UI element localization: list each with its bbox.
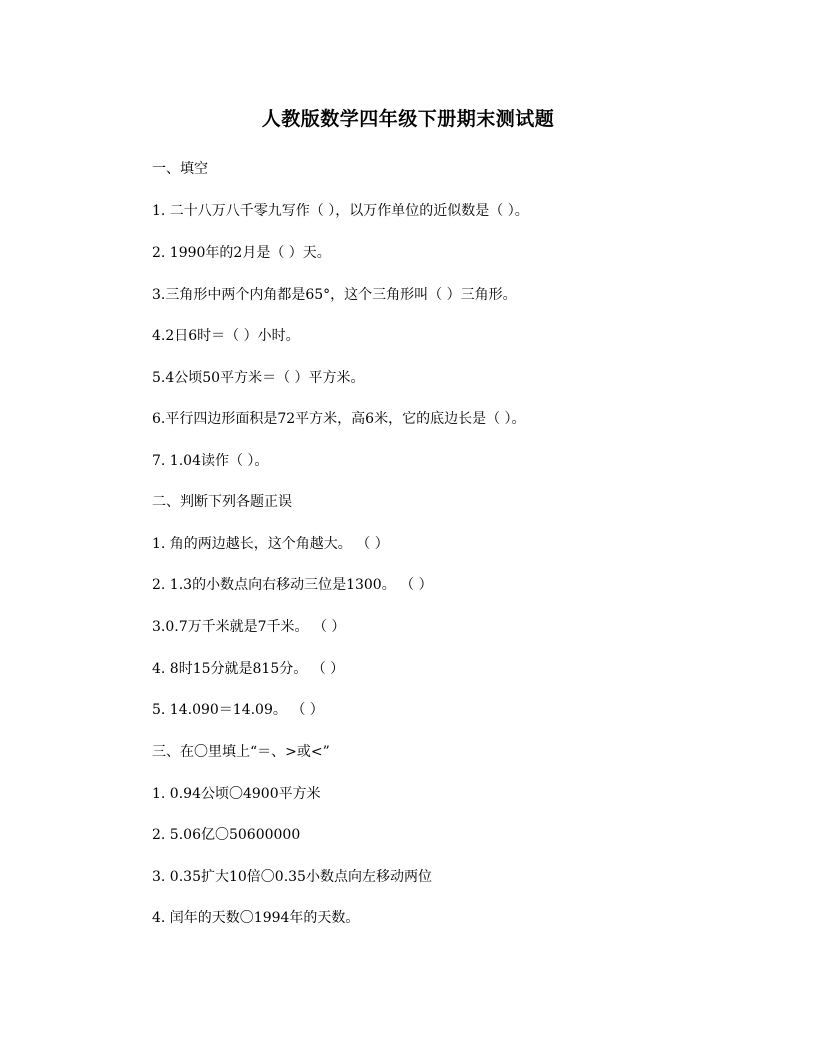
question-line: 4. 8时15分就是815分。 （ ）	[152, 661, 345, 677]
question-line: 3. 0.35扩大10倍〇0.35小数点向左移动两位	[152, 869, 432, 885]
question-line: 1. 0.94公顷〇4900平方米	[152, 786, 321, 802]
question-line: 3.0.7万千米就是7千米。 （ ）	[152, 619, 346, 635]
question-line: 5. 14.090＝14.09。 （ ）	[152, 702, 324, 718]
question-line: 2. 1.3的小数点向右移动三位是1300。 （ ）	[152, 577, 433, 593]
question-line: 1. 二十八万八千零九写作（ ），以万作单位的近似数是（ ）。	[152, 203, 529, 219]
section-heading-compare: 三、在〇里填上“＝、>或<”	[152, 744, 330, 760]
question-line: 2. 1990年的2月是（ ）天。	[152, 245, 331, 261]
question-line: 3.三角形中两个内角都是65°，这个三角形叫（ ）三角形。	[152, 287, 517, 303]
question-line: 2. 5.06亿〇50600000	[152, 827, 301, 843]
question-line: 6.平行四边形面积是72平方米，高6米，它的底边长是（ ）。	[152, 411, 526, 427]
question-line: 5.4公顷50平方米＝（ ）平方米。	[152, 370, 365, 386]
section-heading-fill-blank: 一、填空	[152, 161, 208, 177]
section-heading-true-false: 二、判断下列各题正误	[152, 494, 292, 510]
document-title: 人教版数学四年级下册期末测试题	[261, 108, 555, 130]
question-line: 7. 1.04读作（ ）。	[152, 453, 269, 469]
question-line: 4. 闰年的天数〇1994年的天数。	[152, 910, 360, 926]
question-line: 1. 角的两边越长，这个角越大。 （ ）	[152, 536, 389, 552]
question-line: 4.2日6时＝（ ）小时。	[152, 328, 300, 344]
